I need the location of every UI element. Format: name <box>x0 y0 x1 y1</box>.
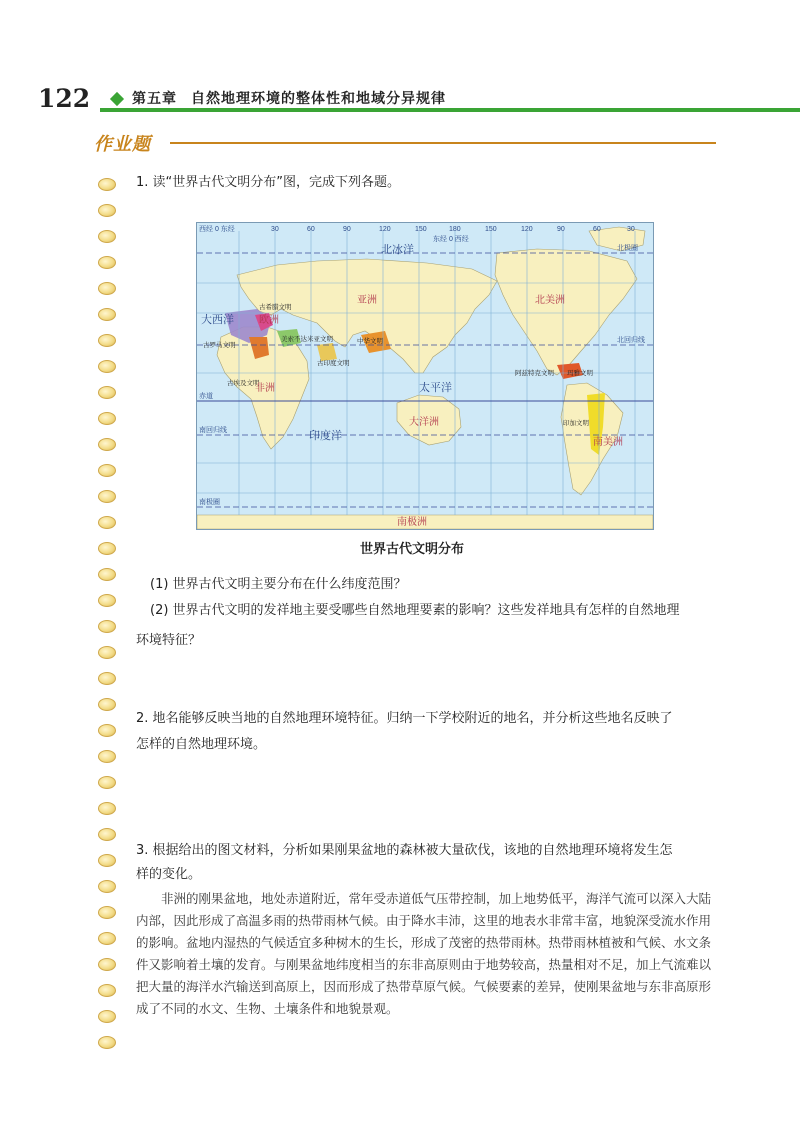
latitude-label: 南回归线 <box>199 427 227 434</box>
binder-ring <box>98 256 116 269</box>
binder-ring <box>98 594 116 607</box>
binder-ring <box>98 750 116 763</box>
question-3-line-1: 3. 根据给出的图文材料，分析如果刚果盆地的森林被大量砍伐，该地的自然地理环境将发生怎 <box>136 843 673 858</box>
longitude-label: 西经 0 东经 <box>199 226 235 233</box>
binder-ring <box>98 646 116 659</box>
ocean-label: 大西洋 <box>201 314 234 326</box>
binder-ring <box>98 1010 116 1023</box>
binder-ring <box>98 438 116 451</box>
binder-ring <box>98 178 116 191</box>
civilization-label: 印加文明 <box>563 420 589 427</box>
binder-ring <box>98 542 116 555</box>
binder-ring <box>98 230 116 243</box>
chapter-number: 第五章 <box>132 91 177 107</box>
continent-label: 亚洲 <box>357 295 377 306</box>
ocean-label: 印度洋 <box>309 430 342 442</box>
continent-label: 大洋洲 <box>409 417 439 428</box>
longitude-label: 90 <box>557 226 565 233</box>
question-3-line-2: 样的变化。 <box>136 867 202 882</box>
longitude-label: 150 <box>485 226 497 233</box>
question-2-line-2: 怎样的自然地理环境。 <box>136 737 267 752</box>
longitude-label: 60 <box>593 226 601 233</box>
binder-ring <box>98 802 116 815</box>
ocean-label: 太平洋 <box>419 382 452 394</box>
civilization-label: 古埃及文明 <box>227 380 260 387</box>
binder-ring <box>98 386 116 399</box>
diamond-icon <box>110 92 124 106</box>
binder-ring <box>98 464 116 477</box>
section-rule <box>170 142 716 144</box>
binder-ring <box>98 308 116 321</box>
longitude-label: 180 <box>449 226 461 233</box>
question-2-line-1: 2. 地名能够反映当地的自然地理环境特征。归纳一下学校附近的地名，并分析这些地名反映了 <box>136 711 673 726</box>
page-number: 122 <box>38 84 91 113</box>
binder-ring <box>98 490 116 503</box>
civilization-label: 中华文明 <box>357 338 383 345</box>
binder-ring <box>98 360 116 373</box>
continent-label: 南极洲 <box>397 517 427 528</box>
continent-label: 北美洲 <box>535 295 565 306</box>
question-1-sub-1: (1) 世界古代文明主要分布在什么纬度范围？ <box>150 577 407 592</box>
reading-passage: 非洲的刚果盆地，地处赤道附近，常年受赤道低气压带控制，加上地势低平，海洋气流可以深入大陆内部，因此形成了高温多雨的热带雨林气候。由于降水丰沛，这里的地表水非常丰富，地貌深受流水作用的影响。盆地内湿热的气候适宜多种树木的生长，形成了茂密的热带雨林。热带雨林植被和气候、水文条件又影响着土壤的发育。与刚果盆地纬度相当的东非高原则由于地势较高，热量相对不足，加上气流难以把大量的海洋水汽输送到高原上，因而形成了热带草原气候。气候要素的差异，使刚果盆地与东非高原形成了不同的水文、生物、土壤条件和地貌景观。 <box>136 891 712 1016</box>
civilization-label: 美索不达米亚文明 <box>281 336 333 343</box>
binder-ring <box>98 984 116 997</box>
binder-ring <box>98 672 116 685</box>
binder-ring <box>98 1036 116 1049</box>
binder-ring <box>98 724 116 737</box>
section-title: 作业题 <box>94 134 151 155</box>
binder-ring <box>98 880 116 893</box>
longitude-label: 30 <box>271 226 279 233</box>
binder-ring <box>98 906 116 919</box>
latitude-label: 北极圈 <box>617 245 638 252</box>
chapter-title: 自然地理环境的整体性和地域分异规律 <box>191 91 446 107</box>
latitude-label: 南极圈 <box>199 499 220 506</box>
longitude-label: 东经 0 西经 <box>433 236 469 243</box>
binder-ring <box>98 334 116 347</box>
continent-label: 南美洲 <box>593 437 623 448</box>
binder-ring <box>98 282 116 295</box>
question-1-prompt: 1. 读“世界古代文明分布”图，完成下列各题。 <box>136 175 401 190</box>
civilization-label: 玛雅文明 <box>567 370 593 377</box>
map-caption: 世界古代文明分布 <box>360 542 465 557</box>
binder-ring <box>98 568 116 581</box>
longitude-label: 60 <box>307 226 315 233</box>
chapter-header <box>132 88 446 108</box>
civilization-label: 古印度文明 <box>317 360 350 367</box>
continent-label: 欧洲 <box>259 315 279 326</box>
world-ancient-civilizations-map <box>196 222 654 530</box>
binder-ring <box>98 958 116 971</box>
civilization-label: 阿兹特克文明 <box>515 370 554 377</box>
ocean-label: 北冰洋 <box>381 244 414 256</box>
binder-ring <box>98 698 116 711</box>
binder-ring <box>98 620 116 633</box>
longitude-label: 120 <box>521 226 533 233</box>
binder-ring <box>98 204 116 217</box>
question-1-sub-2-line-2: 环境特征？ <box>136 633 202 648</box>
binder-ring <box>98 412 116 425</box>
continent-label: 非洲 <box>255 383 275 394</box>
longitude-label: 30 <box>627 226 635 233</box>
question-1-sub-2-line-1: (2) 世界古代文明的发祥地主要受哪些自然地理要素的影响？这些发祥地具有怎样的自然地理 <box>150 603 680 618</box>
latitude-label: 赤道 <box>199 393 213 400</box>
civilization-label: 古希腊文明 <box>259 304 292 311</box>
longitude-label: 120 <box>379 226 391 233</box>
header-divider <box>100 108 800 112</box>
binder-ring <box>98 516 116 529</box>
civilization-label: 古罗马文明 <box>203 342 236 349</box>
binder-ring <box>98 932 116 945</box>
longitude-label: 90 <box>343 226 351 233</box>
binder-ring <box>98 854 116 867</box>
latitude-label: 北回归线 <box>617 337 645 344</box>
longitude-label: 150 <box>415 226 427 233</box>
binder-ring <box>98 828 116 841</box>
binder-ring <box>98 776 116 789</box>
